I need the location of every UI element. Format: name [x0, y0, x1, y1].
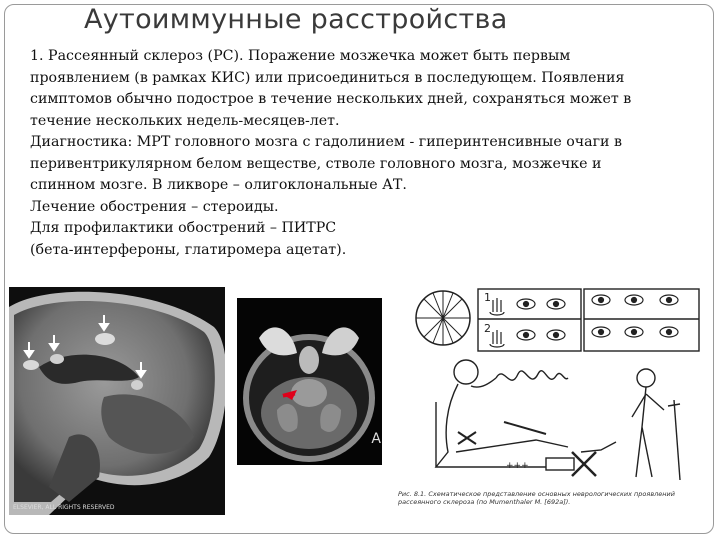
mri-axial-letter: A	[371, 431, 381, 447]
mri-axial-image	[237, 298, 382, 465]
body-line: Для профилактики обострений – ПИТРС	[30, 220, 337, 236]
figure-caption: Рис. 8.1. Схематическое представление основных неврологических проявлений рассеянного склероза (по Mumenthaler M. [692a]).	[398, 490, 675, 506]
body-line: течение нескольких недель-месяцев-лет.	[30, 112, 340, 129]
diagram-label-two: 2	[484, 322, 491, 335]
mri-sagittal-image	[9, 287, 225, 515]
diagram-label-one: 1	[484, 291, 491, 304]
body-line: спинном мозге. В ликворе – олигоклональные АТ.	[30, 177, 407, 193]
body-line: Лечение обострения – стероиды.	[30, 198, 279, 215]
body-line: (бета-интерфероны, глатиромера ацетат).	[30, 241, 347, 258]
slide-body	[30, 46, 695, 261]
body-line: перивентрикулярном белом веществе, стволе головного мозга, мозжечке и	[30, 155, 602, 172]
slide-title: Аутоиммунные расстройства	[84, 4, 508, 35]
ms-symptoms-diagram	[396, 282, 706, 488]
diagram-label-plus: +++	[506, 461, 529, 471]
body-line: симптомов обычно подострое в течение нескольких дней, сохраняться может в	[30, 91, 632, 107]
body-line: Диагностика: МРТ головного мозга с гадолинием - гиперинтенсивные очаги в	[30, 134, 623, 150]
body-line: проявлением (в рамках КИС) или присоединиться в последующем. Появления	[30, 69, 625, 86]
body-line: 1. Рассеянный склероз (РС). Поражение мозжечка может быть первым	[30, 48, 571, 64]
mri-sagittal-caption: ELSEVIER, ALL RIGHTS RESERVED	[13, 504, 115, 511]
